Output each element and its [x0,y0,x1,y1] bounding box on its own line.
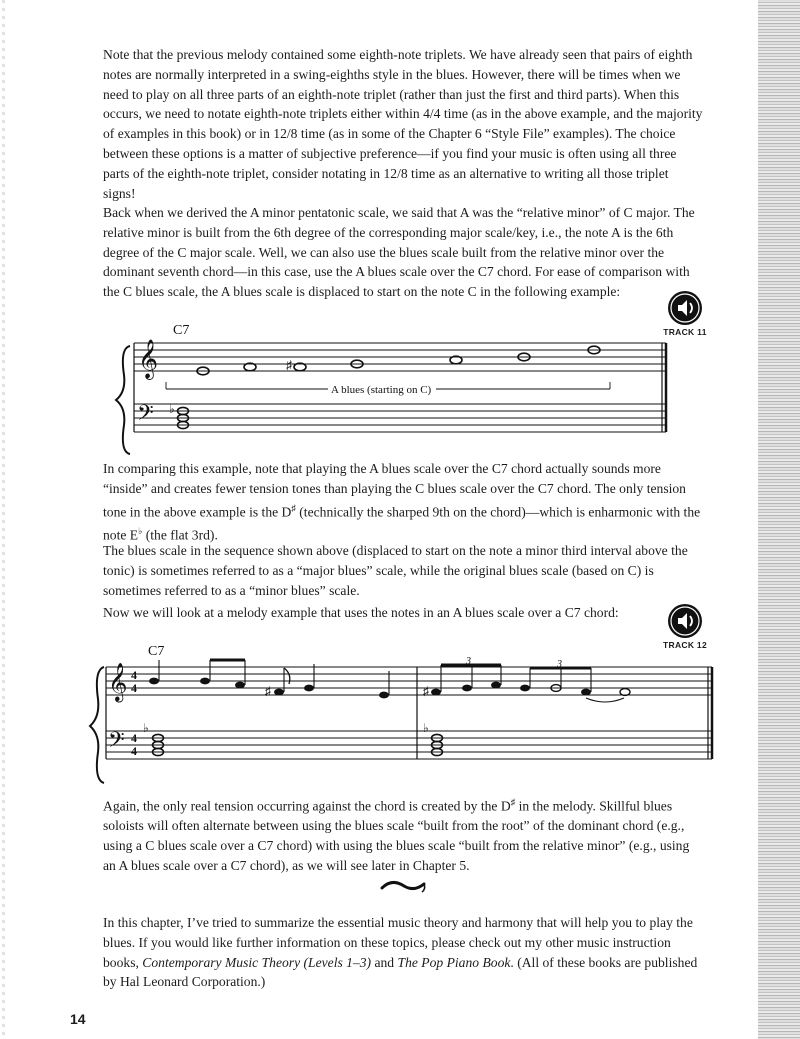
example2-melody [149,656,630,702]
example2-chord-symbol: C7 [148,644,165,659]
svg-text:4: 4 [131,731,137,745]
svg-text:𝄢: 𝄢 [108,728,125,757]
svg-text:♯: ♯ [286,358,292,372]
paragraph-major-blues: The blues scale in the sequence shown above (displaced to start on the note a minor third interval above the tonic) is sometimes referred to as a “major blues” scale, while the original blues scale (based on C) is sometimes referred to as a “minor blues” scale. [103,543,688,598]
book-title-pop-piano: The Pop Piano Book [397,954,511,970]
paragraph-summary: In this chapter, I’ve tried to summarize the essential music theory and harmony that will help you to play the blues. If you would like further information on these topics, please check out my other music instruction books, Contemporary Music Theory (Levels 1–3) and The Pop Piano Book. (All of these books are published by Hal Leonard Corporation.) [103,915,698,990]
paragraph-triplets: Note that the previous melody contained some eighth-note triplets. We have already seen that pairs of eighth notes are normally interpreted in a swing-eighths style in the blues. However, there will be times when we need to play on all three parts of an eighth-note triplet (rather than just the first and third parts). When this occurs, we need to notate eighth-note triplets either within 4/4 time (as in the above example, and the majority of examples in this book) or in 12/8 time (as in some of the Chapter 6 “Style File” examples). The choice between these options is a matter of subjective preference—if you find your music is often using all three parts of the eighth-note triplet, consider notating in 12/8 time as an alternative to writing all those triplet signs! [103,47,703,201]
svg-text:♯: ♯ [265,684,271,698]
paragraph-melody-intro: Now we will look at a melody example that uses the notes in an A blues scale over a C7 chord: [103,605,619,620]
example1-chord-symbol: C7 [173,323,190,338]
treble-staff [134,343,666,371]
svg-text:4: 4 [131,668,137,682]
example2-chords [143,721,443,756]
track-11-audio[interactable] [655,291,715,337]
bass-clef: 𝄢 [137,401,154,430]
paragraph-tension: Again, the only real tension occurring against the chord is created by the D♯ in the melody. Skillful blues soloists will often alternate between using the blues scale “built from the root” of the dominant chord (e.g., using a C blues scale over a C7 chord) with using the blues scale “built from the relative minor” (e.g., using an A blues scale over a C7 chord), as we will see later in Chapter 5. [103,797,690,873]
time-signatures [131,668,137,758]
track-11-label: TRACK 11 [663,327,707,337]
svg-text:𝄞: 𝄞 [108,665,128,701]
svg-text:4: 4 [131,744,137,758]
example-2-score [90,644,712,783]
example1-bracket-label: A blues (starting on C) [331,384,432,396]
svg-text:♭: ♭ [169,402,175,416]
section-divider-ornament [380,876,430,896]
page-number: 14 [70,1011,86,1027]
track-12-label: TRACK 12 [663,640,707,650]
svg-text:♭: ♭ [423,721,429,735]
triplet-mark-1: 3 [466,656,471,667]
speaker-icon [668,604,702,638]
svg-text:♭: ♭ [143,721,149,735]
scan-left-edge [2,0,5,1039]
treble-clef: 𝄞 [138,341,159,378]
book-title-theory: Contemporary Music Theory (Levels 1–3) [142,954,372,970]
example1-notes [195,346,600,375]
bracket-line [166,382,610,389]
scan-right-edge [758,0,800,1039]
triplet-mark-2: 3 [557,659,562,670]
svg-text:♯: ♯ [423,684,429,698]
example1-chord-notes [169,402,189,429]
paragraph-comparing: In comparing this example, note that playing the A blues scale over the C7 chord actually sounds more “inside” and creates fewer tension tones than playing the C blues scale over the C7 chord. The only tension tone in the above example is the D♯ (technically the sharped 9th on the chord)—which is enharmonic with the note E♭ (the flat 3rd). [103,461,701,543]
speaker-icon [668,291,702,325]
svg-text:4: 4 [131,681,137,695]
grand-staff-brace [90,667,104,783]
example-1-score [116,323,666,454]
bass-staff [134,404,666,432]
paragraph-relative-minor: Back when we derived the A minor pentatonic scale, we said that A was the “relative minor” of C major. The relative minor is built from the 6th degree of the corresponding major scale/key, i.e., the note A is the 6th degree of the C major scale. Well, we can also use the blues scale built from the relative minor over the dominant seventh chord—in this case, use the A blues scale over the C7 chord. For ease of comparison with the C blues scale, the A blues scale is displaced to start on the note C in the following example: [103,205,695,300]
track-12-audio[interactable] [655,604,715,650]
grand-staff-brace [116,346,130,454]
